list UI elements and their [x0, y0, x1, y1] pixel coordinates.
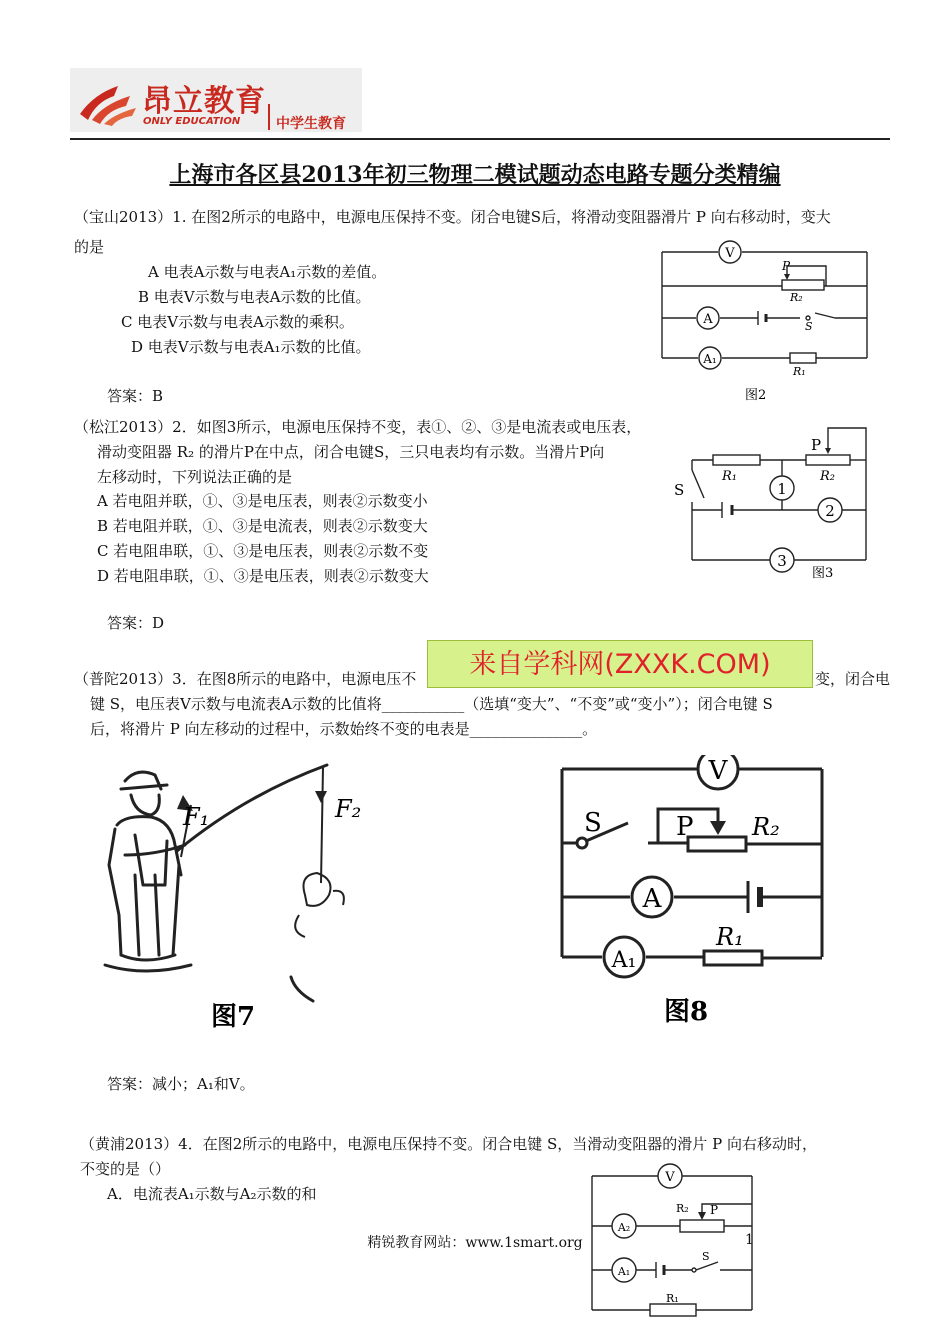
q2-option-b: B 若电阻并联，①、③是电流表，则表②示数变大	[97, 517, 428, 535]
q2-option-d: D 若电阻串联，①、③是电压表，则表②示数变大	[97, 567, 429, 585]
q2-option-a: A 若电阻并联，①、③是电压表，则表②示数变小	[97, 492, 428, 510]
q3-fig8-label-p: P	[676, 812, 694, 842]
q2-meter-2-label: 2	[825, 502, 835, 520]
page-title-text: 上海市各区县2013年初三物理二模试题动态电路专题分类精编	[169, 162, 781, 188]
q3-fig8-meter-v: V	[708, 756, 728, 786]
q4-label-r2: R₂	[676, 1202, 689, 1215]
q1-label-r2: R₂	[790, 291, 803, 304]
page-number: 1	[745, 1232, 754, 1248]
q4-option-a: A．电流表A₁示数与A₂示数的和	[107, 1185, 317, 1203]
watermark-text: 来自学科网(ZXXK.COM)	[469, 649, 771, 680]
q3-label-f2: F₂	[335, 795, 362, 823]
q1-figure-caption: 图2	[745, 388, 767, 403]
q2-label-r2: R₂	[820, 469, 835, 484]
q1-option-b: B 电表V示数与电表A示数的比值。	[138, 288, 371, 306]
header-rule	[70, 138, 890, 140]
logo-english: ONLY EDUCATION	[143, 116, 241, 127]
q1-label-r1: R₁	[793, 365, 806, 378]
q3-circuit-figure-8	[550, 755, 840, 1035]
q3-fig8-label-r2: R₂	[752, 813, 780, 841]
q3-fig8-meter-a: A	[642, 884, 662, 914]
q3-fig8-caption: 图8	[664, 997, 709, 1027]
q2-label-s: S	[674, 481, 685, 499]
q4-label-s: S	[702, 1250, 710, 1263]
q1-meter-a1-label: A₁	[703, 352, 717, 366]
q2-meter-1-label: 1	[777, 480, 787, 498]
q3-label-f1: F₁	[183, 803, 210, 831]
q2-meter-3-label: 3	[777, 552, 787, 570]
q3-answer: 答案：减小；A₁和V。	[107, 1075, 255, 1093]
q2-figure-caption: 图3	[812, 566, 834, 581]
q3-line2: 键 S，电压表V示数与电流表A示数的比值将___________（选填“变大”、“不变”或“变小”）；闭合电键 S	[90, 695, 773, 713]
logo-subtitle: 中学生教育	[276, 116, 346, 132]
q1-option-a: A 电表A示数与电表A₁示数的差值。	[148, 263, 387, 281]
q1-option-d: D 电表V示数与电表A₁示数的比值。	[131, 338, 371, 356]
q2-label-r1: R₁	[722, 469, 737, 484]
q1-label-p: P	[782, 259, 791, 273]
q3-fig8-label-r1: R₁	[716, 923, 744, 951]
q1-line2: 的是	[74, 238, 105, 256]
q3-line1-left: （普陀2013）3．在图8所示的电路中，电源电压不	[74, 670, 417, 688]
q2-answer: 答案：D	[107, 614, 165, 632]
q4-line1: （黄浦2013）4．在图2所示的电路中，电源电压保持不变。闭合电键 S，当滑动变阻器的滑片 P 向右移动时，	[80, 1135, 817, 1153]
q2-line1: （松江2013）2．如图3所示，电源电压保持不变，表①、②、③是电流表或电压表，	[74, 418, 642, 436]
logo-divider	[268, 104, 270, 130]
q4-line2: 不变的是（）	[80, 1160, 171, 1178]
q3-line3: 后，将滑片 P 向左移动的过程中，示数始终不变的电表是_______________。	[90, 720, 598, 738]
q1-answer: 答案：B	[107, 387, 164, 405]
q1-circuit-figure	[650, 236, 880, 406]
q2-line2: 滑动变阻器 R₂ 的滑片P在中点，闭合电键S，三只电表均有示数。当滑片P向	[97, 443, 605, 461]
q1-line1: （宝山2013）1. 在图2所示的电路中，电源电压保持不变。闭合电键S后，将滑动变阻器滑片 P 向右移动时，变大	[74, 208, 831, 226]
logo-mark-icon	[74, 74, 140, 128]
footer-site: 精锐教育网站：www.1smart.org	[367, 1235, 583, 1251]
q2-circuit-figure	[670, 420, 880, 590]
logo-title: 昂立教育	[142, 84, 266, 119]
q4-meter-v-label: V	[665, 1170, 675, 1185]
watermark-banner	[427, 640, 813, 688]
q3-fig7-caption: 图7	[211, 1002, 256, 1032]
q4-label-r1: R₁	[666, 1292, 679, 1305]
q2-line3: 左移动时，下列说法正确的是	[97, 468, 293, 486]
q1-label-s: S	[805, 320, 813, 333]
q2-label-p: P	[811, 436, 822, 454]
q3-fig8-meter-a1: A₁	[611, 948, 637, 973]
q1-option-c: C 电表V示数与电表A示数的乘积。	[121, 313, 354, 331]
q4-label-p: P	[710, 1203, 719, 1217]
q3-fishing-figure	[95, 755, 395, 1045]
q3-fig8-label-s: S	[584, 808, 602, 838]
q4-meter-a2-label: A₂	[617, 1221, 631, 1234]
q1-meter-a-label: A	[703, 312, 713, 327]
q2-option-c: C 若电阻串联，①、③是电压表，则表②示数不变	[97, 542, 429, 560]
page-title	[0, 158, 950, 189]
q4-meter-a1-label: A₁	[617, 1265, 631, 1278]
q1-meter-v-label: V	[725, 246, 735, 261]
q3-line1-right: 变，闭合电	[815, 670, 891, 688]
